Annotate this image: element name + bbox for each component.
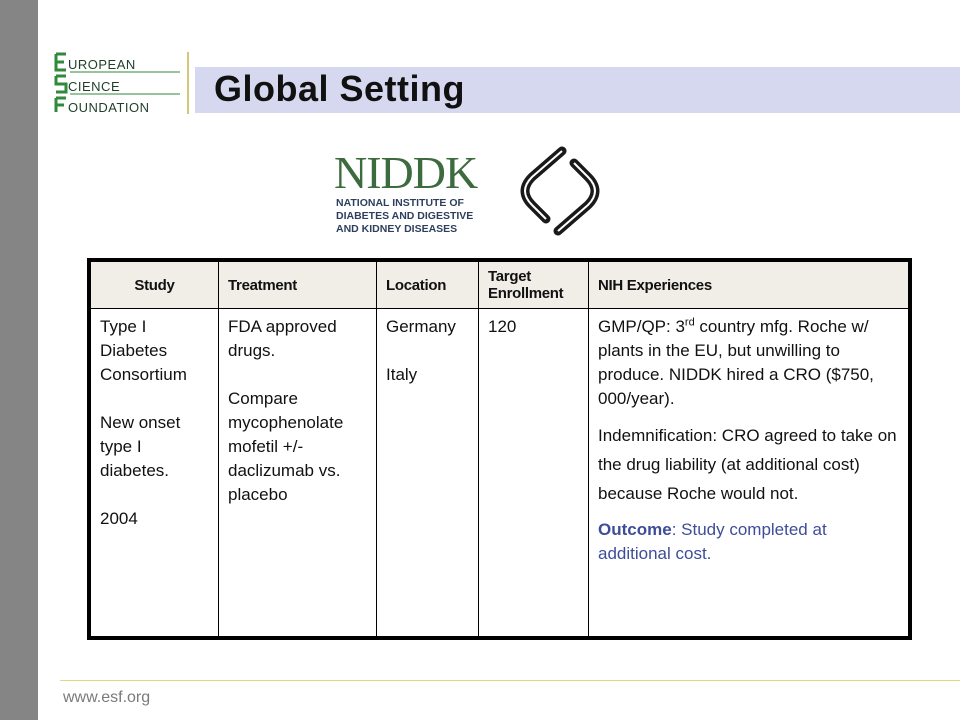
left-accent-bar — [0, 0, 38, 720]
header-location: Location — [377, 262, 479, 309]
cell-treatment — [219, 309, 377, 637]
treatment-comparison: Compare mycophenolate mofetil +/- daclizumab vs. placebo — [228, 389, 344, 504]
header-study: Study — [91, 262, 219, 309]
niddk-subtitle-line: AND KIDNEY DISEASES — [336, 223, 458, 235]
header-enrollment: Target Enrollment — [479, 262, 589, 309]
nih-outcome — [598, 518, 899, 566]
header-treatment: Treatment — [219, 262, 377, 309]
cell-location — [377, 309, 479, 637]
nih-gmp-note — [598, 315, 899, 411]
niddk-subtitle-line: NATIONAL INSTITUTE OF — [336, 197, 464, 209]
outcome-text: : Study completed at additional cost. — [598, 520, 827, 563]
footer-url: www.esf.org — [63, 689, 151, 706]
study-year: 2004 — [100, 509, 138, 528]
niddk-acronym: NIDDK — [334, 147, 478, 198]
cell-enrollment: 120 — [479, 309, 589, 637]
cell-study — [91, 309, 219, 637]
location-germany: Germany — [386, 317, 456, 336]
table-header-row — [91, 262, 909, 309]
study-name: Type I Diabetes Consortium — [100, 317, 187, 384]
footer-divider — [60, 680, 960, 681]
esf-logo-word-2: CIENCE — [68, 79, 121, 94]
niddk-logo — [334, 147, 494, 239]
esf-logo — [52, 50, 192, 116]
esf-logo-word-3: OUNDATION — [68, 100, 150, 115]
esf-logo-word-1: UROPEAN — [68, 57, 136, 72]
nih-gmp-note-sup: rd — [684, 316, 695, 329]
outcome-label: Outcome — [598, 520, 672, 539]
cell-nih-experiences — [589, 309, 909, 637]
niddk-subtitle — [336, 197, 473, 236]
treatment-drugs: FDA approved drugs. — [228, 317, 337, 360]
nih-gmp-note-start: GMP/QP: 3 — [598, 317, 685, 336]
nih-indemnification-note: Indemnification: CRO agreed to take on the drug liability (at additional cost) because Roche would not. — [598, 426, 897, 503]
header-nih-experiences: NIH Experiences — [589, 262, 909, 309]
nih-gmp-note-rest: country mfg. Roche w/ plants in the EU, but unwilling to produce. NIDDK hired a CRO ($750, 000/year). — [598, 317, 874, 408]
study-table — [87, 258, 912, 640]
location-italy: Italy — [386, 365, 418, 384]
study-population: New onset type I diabetes. — [100, 413, 181, 480]
nih-emblem-icon — [510, 145, 610, 237]
niddk-subtitle-line: DIABETES AND DIGESTIVE — [336, 210, 474, 222]
slide-title: Global Setting — [214, 68, 466, 109]
table-row — [91, 309, 909, 637]
